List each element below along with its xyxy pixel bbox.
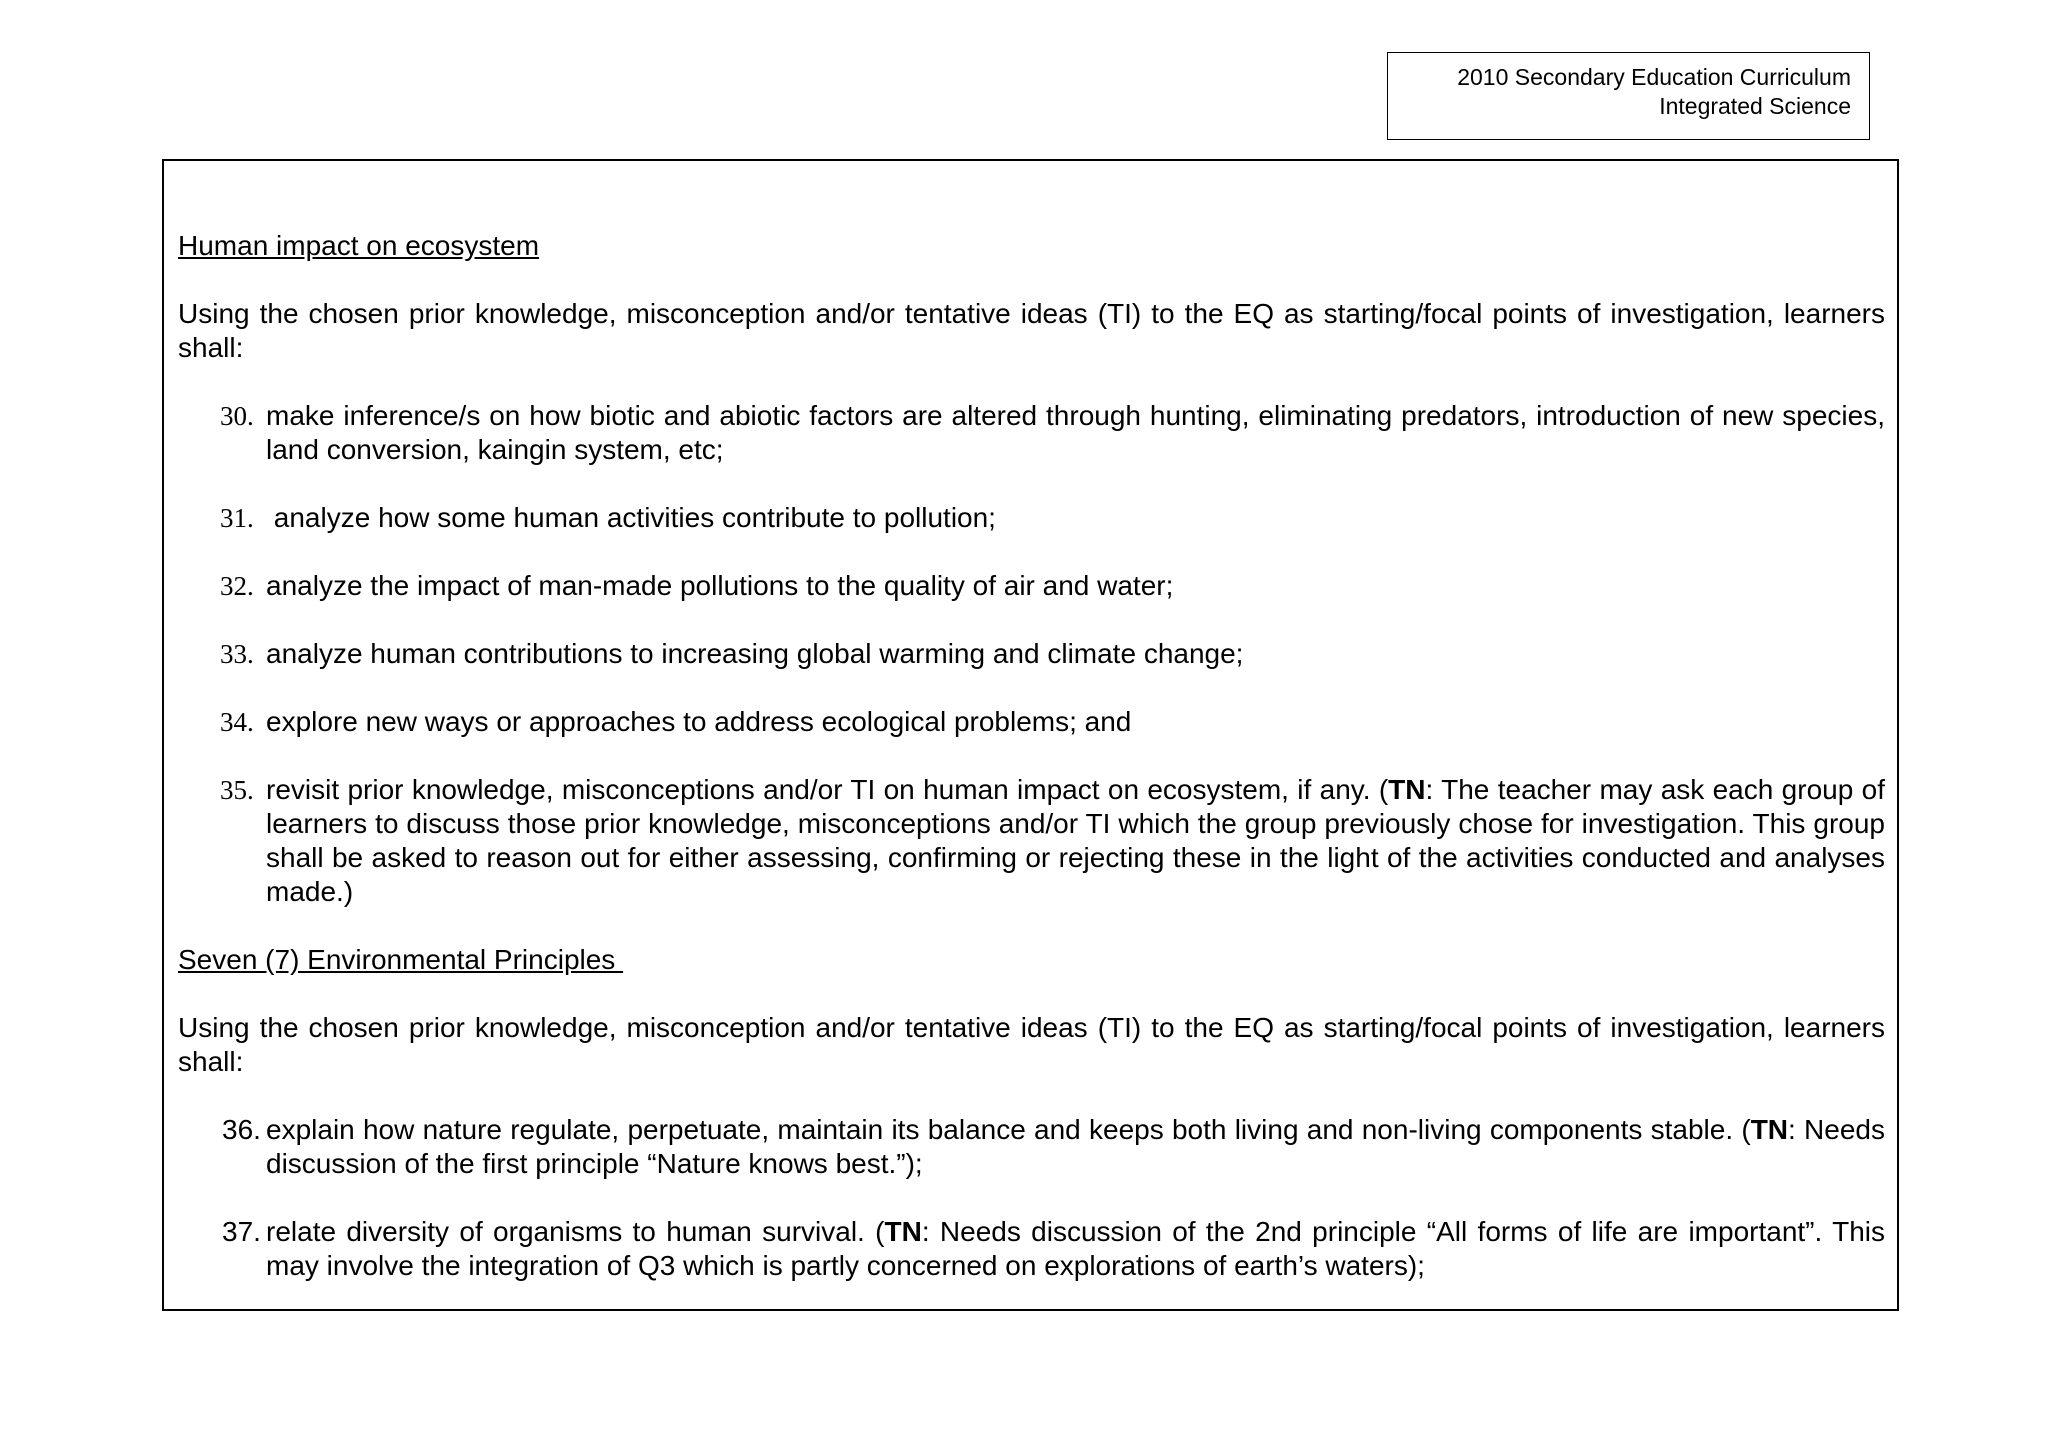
item-number: 33. — [220, 639, 254, 669]
item-text: explore new ways or approaches to address ecological problems; and — [266, 706, 1132, 737]
item-number: 31. — [220, 503, 254, 533]
section-heading-environmental-principles: Seven (7) Environmental Principles — [178, 944, 624, 975]
teacher-note-label: TN — [884, 1216, 922, 1247]
list-item — [178, 501, 1885, 535]
item-number: 36. — [222, 1114, 261, 1145]
item-number: 30. — [220, 401, 254, 431]
curriculum-header-box — [1387, 52, 1870, 140]
item-text-part: relate diversity of organisms to human survival. ( — [266, 1216, 885, 1247]
header-line-2: Integrated Science — [1659, 93, 1851, 119]
item-text: analyze how some human activities contribute to pollution; — [266, 502, 996, 533]
list-item — [178, 773, 1885, 909]
list-item — [178, 1113, 1885, 1181]
competency-list-environmental-principles — [178, 1113, 1885, 1283]
teacher-note-label: TN — [1750, 1114, 1789, 1145]
section-intro-human-impact: Using the chosen prior knowledge, misconception and/or tentative ideas (TI) to the EQ as starting/focal points of investigation, learners shall: — [178, 298, 1885, 363]
list-item — [178, 705, 1885, 739]
item-text-part: explain how nature regulate, perpetuate, maintain its balance and keeps both living and non-living components stable. ( — [266, 1114, 1751, 1145]
list-item — [178, 569, 1885, 603]
section-intro-environmental-principles: Using the chosen prior knowledge, misconception and/or tentative ideas (TI) to the EQ as starting/focal points of investigation, learners shall: — [178, 1012, 1885, 1077]
content-frame — [162, 159, 1899, 1311]
item-text-part: : The teacher may ask each group of learners to discuss those prior knowledge, misconceptions and/or TI which the group previously chose for investigation. This group shall be asked to reason out for either assessing, confirming or rejecting these in the light of the activities conducted and analyses made.) — [266, 774, 1885, 907]
item-text: make inference/s on how biotic and abiotic factors are altered through hunting, eliminating predators, introduction of new species, land conversion, kaingin system, etc; — [266, 400, 1885, 465]
item-number: 34. — [220, 707, 254, 737]
list-item — [178, 637, 1885, 671]
item-number: 37. — [222, 1216, 261, 1247]
competency-list-human-impact — [178, 399, 1885, 909]
header-line-1: 2010 Secondary Education Curriculum — [1457, 64, 1851, 90]
item-text: analyze the impact of man-made pollutions to the quality of air and water; — [266, 570, 1174, 601]
item-number: 35. — [220, 775, 254, 805]
section-heading-human-impact: Human impact on ecosystem — [178, 230, 540, 261]
item-text: analyze human contributions to increasing global warming and climate change; — [266, 638, 1244, 669]
teacher-note-label: TN — [1388, 774, 1426, 805]
list-item — [178, 1215, 1885, 1283]
item-text-part: : Needs discussion of the 2nd principle “All forms of life are important”. This may involve the integration of Q3 which is partly concerned on explorations of earth’s waters); — [266, 1216, 1885, 1281]
list-item — [178, 399, 1885, 467]
item-text-part: revisit prior knowledge, misconceptions and/or TI on human impact on ecosystem, if any. ( — [266, 774, 1389, 805]
item-text-part: : Needs discussion of the first principle “Nature knows best.”); — [266, 1114, 1885, 1179]
content-body — [178, 229, 1885, 1283]
item-number: 32. — [220, 571, 254, 601]
